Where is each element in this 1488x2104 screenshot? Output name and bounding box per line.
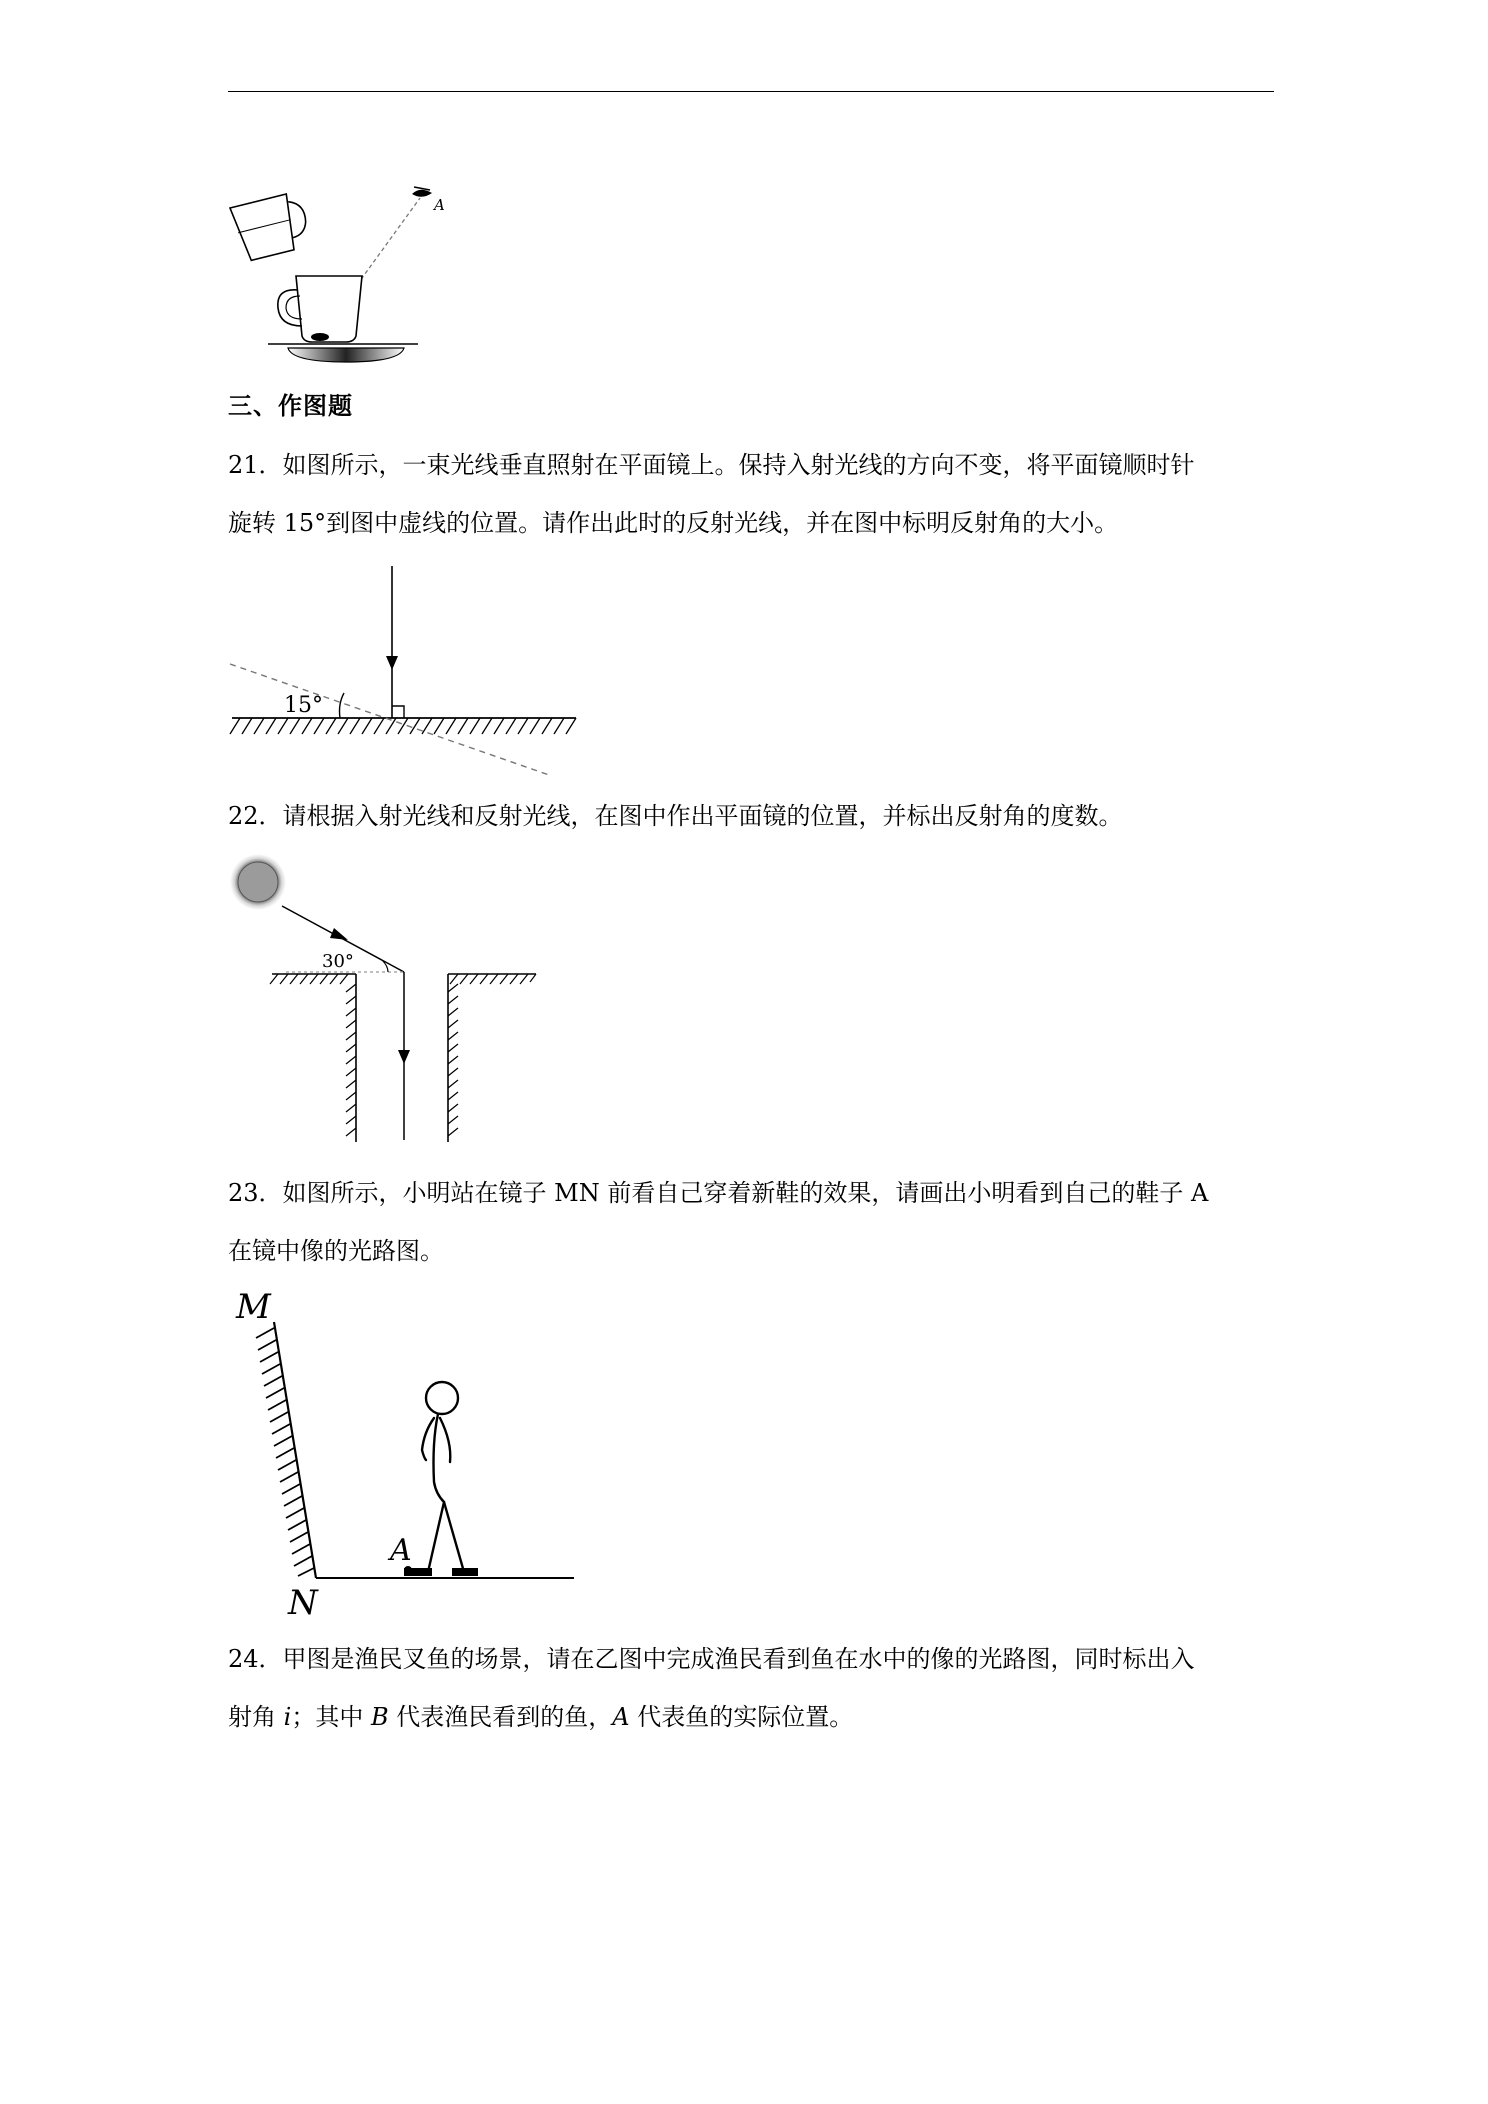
coin-icon — [311, 333, 329, 341]
rotated-mirror-dashed — [230, 664, 552, 776]
mirror-hatching — [256, 1328, 314, 1576]
section-title: 三、作图题 — [228, 391, 353, 420]
question-22-line-1: 22．请根据入射光线和反射光线，在图中作出平面镜的位置，并标出反射角的度数。 — [228, 802, 1123, 830]
angle-arc — [340, 693, 345, 718]
right-angle-mark — [392, 706, 404, 718]
figure-cup-coin — [222, 178, 452, 378]
angle-label-15: 15° — [284, 693, 323, 718]
question-21-line-1: 21．如图所示，一束光线垂直照射在平面镜上。保持入射光线的方向不变，将平面镜顺时针 — [228, 451, 1195, 479]
label-a: A — [390, 1533, 412, 1568]
header-rule — [228, 91, 1274, 92]
eye-icon — [412, 187, 432, 197]
figure-q23-mirror-person — [226, 1282, 586, 1622]
question-23-line-1: 23．如图所示，小明站在镜子 MN 前看自己穿着新鞋的效果，请画出小明看到自己的鞋子 A — [228, 1179, 1209, 1207]
figure-q22-well — [226, 850, 556, 1150]
question-24-line-2: 射角 i；其中 B 代表渔民看到的鱼，A 代表鱼的实际位置。 — [228, 1703, 854, 1731]
label-m: M — [236, 1287, 271, 1327]
cup-icon — [278, 276, 362, 342]
question-21-line-2: 旋转 15°到图中虚线的位置。请作出此时的反射光线，并在图中标明反射角的大小。 — [228, 509, 1119, 537]
question-22 — [228, 787, 1274, 845]
question-23-line-2: 在镜中像的光路图。 — [228, 1237, 444, 1265]
person-icon — [422, 1382, 464, 1572]
question-21 — [228, 436, 1274, 552]
pitcher-icon — [230, 191, 312, 262]
mirror-hatching — [230, 718, 576, 734]
question-23 — [228, 1164, 1274, 1280]
angle-label-30: 30° — [322, 951, 354, 972]
question-24 — [228, 1630, 1274, 1746]
shoe-icon — [452, 1568, 478, 1576]
figure-q21-mirror — [226, 560, 586, 780]
plate-icon — [288, 348, 404, 362]
eye-label-a: A — [434, 196, 445, 214]
question-24-line-1: 24．甲图是渔民叉鱼的场景，请在乙图中完成渔民看到鱼在水中的像的光路图，同时标出入 — [228, 1645, 1195, 1673]
label-n: N — [288, 1583, 318, 1622]
